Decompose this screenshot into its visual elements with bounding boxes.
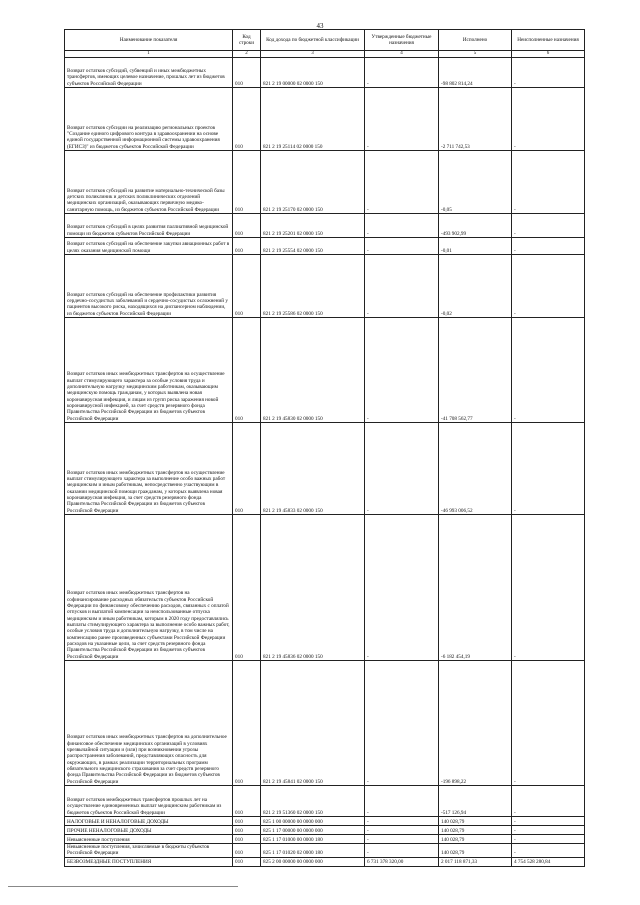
row-unfulfilled: - [512,88,585,151]
row-line-code: 010 [233,786,261,817]
row-line-code: 010 [233,255,261,318]
table-row [65,238,585,255]
column-number: 6 [512,51,585,58]
row-line-code: 010 [233,58,261,88]
row-executed: -517 126,94 [439,786,512,817]
row-line-code: 010 [233,826,261,835]
header-unfulfilled: Неисполненные назначения [512,30,585,51]
row-approved: - [365,786,439,817]
row-unfulfilled: - [512,661,585,786]
row-name: Возврат остатков иных межбюджетных трансфертов на дополнительное финансовое обеспечение медицинских организаций в условиях чрезвычайной ситуации и (или) при возникновении угрозы распространения заболеваний, представляющих опасность для окружающих, в рамках реализации территориальных программ обязательного медицинского страхования за счет средств резервного фонда Правительства Российской Федерации из бюджетов субъектов Российской Федерации [65,661,233,786]
budget-execution-table [64,29,585,867]
row-line-code: 010 [233,151,261,214]
row-unfulfilled: - [512,214,585,238]
row-line-code: 010 [233,88,261,151]
table-row [65,88,585,151]
row-income-code: 825 1 17 01020 02 0000 180 [261,844,365,858]
table-row [65,318,585,423]
row-unfulfilled: - [512,255,585,318]
row-executed: -0,05 [439,151,512,214]
row-executed: 2 017 118 871,33 [439,857,512,866]
header-line-code: Код строки [233,30,261,51]
column-number-row [65,51,585,58]
row-executed: 140 028,79 [439,826,512,835]
row-income-code: 825 2 00 00000 00 0000 000 [261,857,365,866]
table-row [65,826,585,835]
row-line-code: 010 [233,857,261,866]
row-approved: - [365,151,439,214]
row-name: ПРОЧИЕ НЕНАЛОГОВЫЕ ДОХОДЫ [65,826,233,835]
header-row [65,30,585,51]
row-executed: -0,02 [439,255,512,318]
row-executed: -0,01 [439,238,512,255]
row-name: Возврат остатков субсидии на реализацию региональных проектов "Создание единого цифрового контура в здравоохранении на основе единой государственной информационной системы здравоохранения (ЕГИСЗ)" из бюджетов субъектов Российской Федерации [65,88,233,151]
row-line-code: 010 [233,835,261,844]
row-unfulfilled: - [512,318,585,423]
row-approved: - [365,255,439,318]
row-income-code: 825 1 17 00000 00 0000 000 [261,826,365,835]
table-row [65,58,585,88]
column-number: 3 [261,51,365,58]
row-line-code: 010 [233,844,261,858]
row-unfulfilled: - [512,515,585,661]
row-unfulfilled: - [512,423,585,515]
row-name: Возврат остатков межбюджетных трансфертов прошлых лет на осуществление единовременных выплат медицинским работникам из бюджетов субъектов Российской Федерации [65,786,233,817]
row-line-code: 010 [233,318,261,423]
table-row [65,844,585,858]
row-income-code: 821 2 19 45836 02 0000 150 [261,515,365,661]
row-income-code: 821 2 19 45830 02 0000 150 [261,318,365,423]
row-name: Возврат остатков субсидий в целях развития паллиативной медицинской помощи из бюджетов субъектов Российской Федерации [65,214,233,238]
row-line-code: 010 [233,515,261,661]
row-approved: - [365,661,439,786]
row-executed: -41 708 562,77 [439,318,512,423]
column-number: 5 [439,51,512,58]
table-row [65,817,585,826]
row-approved: - [365,515,439,661]
header-income-code: Код дохода по бюджетной классификации [261,30,365,51]
row-approved: - [365,214,439,238]
table-row [65,835,585,844]
footer-rule [8,886,238,887]
row-approved: - [365,58,439,88]
row-income-code: 821 2 19 25586 02 0000 150 [261,255,365,318]
row-executed: 140 028,79 [439,835,512,844]
row-executed: -46 993 006,52 [439,423,512,515]
row-name: Невыясненные поступления [65,835,233,844]
row-line-code: 010 [233,817,261,826]
row-income-code: 825 1 17 01000 00 0000 180 [261,835,365,844]
row-unfulfilled: - [512,238,585,255]
row-income-code: 821 2 19 51360 02 0000 150 [261,786,365,817]
row-name: Возврат остатков субсидий, субвенций и иных межбюджетных трансфертов, имеющих целевое назначение, прошлых лет из бюджетов субъектов Российской Федерации [65,58,233,88]
row-name: Возврат остатков субсидий на развитие материально-технической базы детских поликлиник и детских поликлинических отделений медицинских организаций, оказывающих первичную медико-санитарную помощь, из бюджетов субъектов Российской Федерации [65,151,233,214]
row-name: БЕЗВОЗМЕЗДНЫЕ ПОСТУПЛЕНИЯ [65,857,233,866]
row-approved: - [365,835,439,844]
row-executed: 140 028,79 [439,844,512,858]
row-income-code: 821 2 19 25554 02 0000 150 [261,238,365,255]
row-executed: -98 802 814,24 [439,58,512,88]
row-unfulfilled: - [512,817,585,826]
row-income-code: 825 1 00 00000 00 0000 000 [261,817,365,826]
table-row [65,151,585,214]
row-line-code: 010 [233,423,261,515]
header-executed: Исполнено [439,30,512,51]
column-number: 1 [65,51,233,58]
row-approved: - [365,817,439,826]
row-approved: - [365,88,439,151]
row-name: Возврат остатков иных межбюджетных трансфертов на осуществление выплат стимулирующего характера за особые условия труда и дополнительную нагрузку медицинским работникам, оказывающим медицинскую помощь гражданам, у которых выявлена новая коронавирусная инфекция, и лицам из групп риска заражения новой коронавирусной инфекцией, за счет средств резервного фонда Правительства Российской Федерации из бюджетов субъектов Российской Федерации [65,318,233,423]
header-indicator-name: Наименование показателя [65,30,233,51]
table-row [65,214,585,238]
row-income-code: 821 2 19 25201 02 0000 150 [261,214,365,238]
row-approved: 6 731 378 320,00 [365,857,439,866]
table-row [65,515,585,661]
row-line-code: 010 [233,238,261,255]
row-income-code: 821 2 19 45841 02 0000 150 [261,661,365,786]
row-unfulfilled: - [512,835,585,844]
row-unfulfilled: 4 754 528 280,84 [512,857,585,866]
row-unfulfilled: - [512,786,585,817]
row-income-code: 821 2 19 45833 02 0000 150 [261,423,365,515]
table-row [65,857,585,866]
row-executed: -6 182 454,19 [439,515,512,661]
row-name: Возврат остатков субсидий на обеспечение закупки авиационных работ в целях оказания медицинской помощи [65,238,233,255]
row-executed: -2 711 742,53 [439,88,512,151]
row-approved: - [365,844,439,858]
page-number: 43 [316,22,324,30]
row-unfulfilled: - [512,151,585,214]
row-executed: -196 898,22 [439,661,512,786]
row-income-code: 821 2 19 25114 02 0000 150 [261,88,365,151]
row-line-code: 010 [233,661,261,786]
row-executed: 140 028,79 [439,817,512,826]
table-row [65,423,585,515]
table-row [65,661,585,786]
row-name: НАЛОГОВЫЕ И НЕНАЛОГОВЫЕ ДОХОДЫ [65,817,233,826]
row-name: Возврат остатков субсидий на обеспечение профилактики развития сердечно-сосудистых заболеваний и сердечно-сосудистых осложнений у пациентов высокого риска, находящихся на диспансерном наблюдении, из бюджетов субъектов Российской Федерации [65,255,233,318]
row-executed: -493 902,99 [439,214,512,238]
row-approved: - [365,238,439,255]
header-approved: Утвержденные бюджетные назначения [365,30,439,51]
table-row [65,255,585,318]
table-row [65,786,585,817]
column-number: 4 [365,51,439,58]
row-line-code: 010 [233,214,261,238]
row-unfulfilled: - [512,826,585,835]
column-number: 2 [233,51,261,58]
row-income-code: 821 2 19 25170 02 0000 150 [261,151,365,214]
row-approved: - [365,318,439,423]
table-body [65,58,585,867]
row-income-code: 821 2 19 00000 02 0000 150 [261,58,365,88]
row-name: Невыясненные поступления, зачисляемые в бюджеты субъектов Российской Федерации [65,844,233,858]
row-name: Возврат остатков иных межбюджетных трансфертов на софинансирование расходных обязательств субъектов Российской Федерации по финансовому обеспечению расходов, связанных с оплатой отпусков и выплатой компенсации за неиспользованные отпуска медицинским и иным работникам, которым в 2020 году предоставлялись выплаты стимулирующего характера за выполнение особо важных работ, особые условия труда и дополнительную нагрузку, в том числе на компенсацию ранее произведенных субъектами Российской Федерации расходов на указанные цели, за счет средств резервного фонда Правительства Российской Федерации из бюджетов субъектов Российской Федерации [65,515,233,661]
row-approved: - [365,423,439,515]
row-unfulfilled: - [512,58,585,88]
row-approved: - [365,826,439,835]
row-name: Возврат остатков иных межбюджетных трансфертов на осуществление выплат стимулирующего характера за выполнение особо важных работ медицинским и иным работникам, непосредственно участвующим в оказании медицинской помощи гражданам, у которых выявлена новая коронавирусная инфекция, за счет средств резервного фонда Правительства Российской Федерации из бюджетов субъектов Российской Федерации [65,423,233,515]
row-unfulfilled: - [512,844,585,858]
